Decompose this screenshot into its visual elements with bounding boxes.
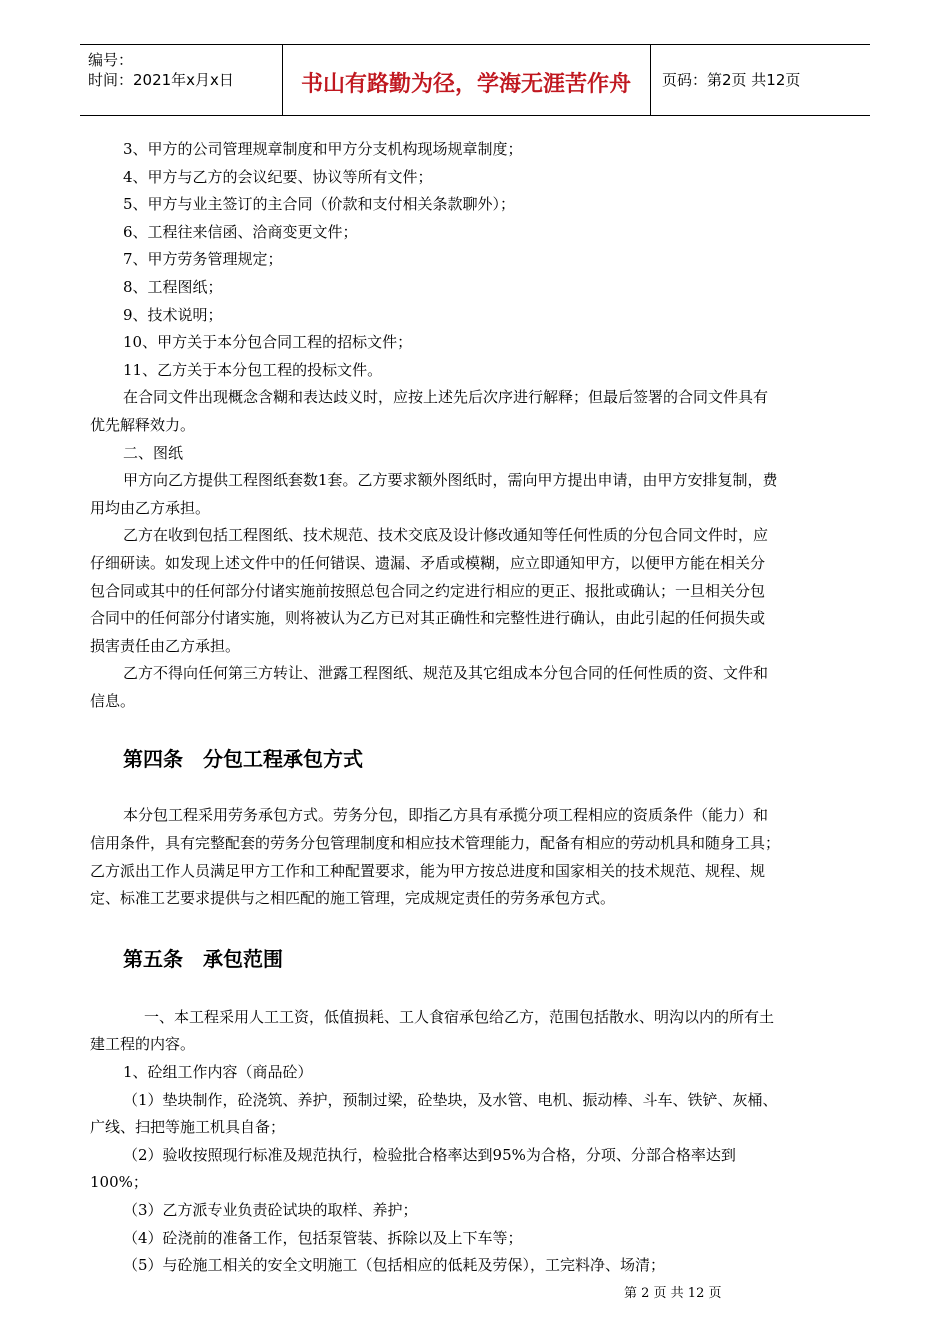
interpretation-line: 优先解释效力。 — [90, 415, 196, 434]
paragraph-line: 乙方在收到包括工程图纸、技术规范、技术交底及设计修改通知等任何性质的分包合同文件时，应 — [123, 526, 769, 545]
section-heading-drawings: 二、图纸 — [123, 443, 184, 462]
list-item: 11、乙方关于本分包工程的投标文件。 — [123, 360, 383, 379]
list-item: 9、技术说明； — [123, 305, 223, 324]
paragraph-line: 包合同或其中的任何部分付诸实施前按照总包合同之约定进行相应的更正、报批或确认；一旦相关分包 — [90, 581, 766, 600]
paragraph-line: 损害责任由乙方承担。 — [90, 636, 241, 655]
list-item: 7、甲方劳务管理规定； — [123, 250, 283, 269]
article-5-heading: 第五条 承包范围 — [123, 946, 283, 971]
header-meta-cell — [80, 45, 283, 115]
document-body — [90, 136, 862, 1280]
document-number-label: 编号： — [88, 51, 134, 69]
paragraph-line: 乙方派出工作人员满足甲方工作和工种配置要求，能为甲方按总进度和国家相关的技术规范、规程、规 — [90, 861, 766, 880]
list-item: （3）乙方派专业负责砼试块的取样、养护； — [123, 1201, 418, 1219]
list-item: 6、工程往来信函、洽商变更文件； — [123, 222, 358, 241]
page-header — [80, 44, 870, 116]
list-item: 3、甲方的公司管理规章制度和甲方分支机构现场规章制度； — [123, 140, 523, 158]
header-page-cell — [650, 45, 870, 115]
paragraph-line: 信用条件，具有完整配套的劳务分包管理制度和相应技术管理能力，配备有相应的劳动机具和随身工具； — [90, 834, 781, 853]
paragraph-line: 信息。 — [90, 691, 136, 710]
document-date-label: 时间：2021年x月x日 — [88, 71, 234, 89]
paragraph-line: 一、本工程采用人工工资，低值损耗、工人食宿承包给乙方，范围包括散水、明沟以内的所有土 — [144, 1007, 775, 1026]
list-item: 10、甲方关于本分包合同工程的招标文件； — [123, 333, 413, 352]
article-4-heading: 第四条 分包工程承包方式 — [123, 747, 363, 772]
paragraph-line: 定、标准工艺要求提供与之相匹配的施工管理，完成规定责任的劳务承包方式。 — [90, 889, 616, 908]
subsection-heading: 1、砼组工作内容（商品砼） — [123, 1063, 313, 1082]
list-item: 100%； — [90, 1173, 148, 1192]
paragraph-line: 建工程的内容。 — [90, 1035, 196, 1054]
list-item: 8、工程图纸； — [123, 277, 223, 296]
header-motto-cell — [282, 45, 651, 115]
list-item: （1）垫块制作，砼浇筑、养护，预制过梁，砼垫块，及水管、电机、振动棒、斗车、铁铲、灰桶、 — [123, 1090, 778, 1109]
paragraph-line: 甲方向乙方提供工程图纸套数1套。乙方要求额外图纸时，需向甲方提出申请，由甲方安排复制，费 — [123, 471, 778, 490]
paragraph-line: 合同中的任何部分付诸实施，则将被认为乙方已对其正确性和完整性进行确认，由此引起的任何损失或 — [90, 609, 766, 628]
paragraph-line: 本分包工程采用劳务承包方式。劳务分包，即指乙方具有承揽分项工程相应的资质条件（能力）和 — [123, 806, 769, 825]
list-item: 4、甲方与乙方的会议纪要、协议等所有文件； — [123, 167, 433, 186]
list-item: （2）验收按照现行标准及规范执行，检验批合格率达到95%为合格，分项、分部合格率达到 — [123, 1145, 736, 1164]
page-footer: 第 2 页 共 12 页 — [624, 1286, 722, 1301]
header-motto: 书山有路勤为径，学海无涯苦作舟 — [300, 71, 631, 97]
interpretation-line: 在合同文件出现概念含糊和表达歧义时，应按上述先后次序进行解释；但最后签署的合同文件具有 — [123, 388, 769, 407]
paragraph-line: 乙方不得向任何第三方转让、泄露工程图纸、规范及其它组成本分包合同的任何性质的资、文件和 — [123, 664, 769, 683]
list-item: 广线、扫把等施工机具自备； — [90, 1118, 286, 1137]
paragraph-line: 用均由乙方承担。 — [90, 498, 211, 517]
header-page-info: 页码：第2页 共12页 — [662, 71, 801, 89]
list-item: （4）砼浇前的准备工作，包括泵管装、拆除以及上下车等； — [123, 1228, 523, 1247]
list-item: 5、甲方与业主签订的主合同（价款和支付相关条款聊外）； — [123, 195, 516, 214]
list-item: （5）与砼施工相关的安全文明施工（包括相应的低耗及劳保），工完料净、场清； — [123, 1256, 666, 1275]
paragraph-line: 仔细研读。如发现上述文件中的任何错误、遗漏、矛盾或模糊，应立即通知甲方，以便甲方能在相关分 — [90, 553, 766, 572]
